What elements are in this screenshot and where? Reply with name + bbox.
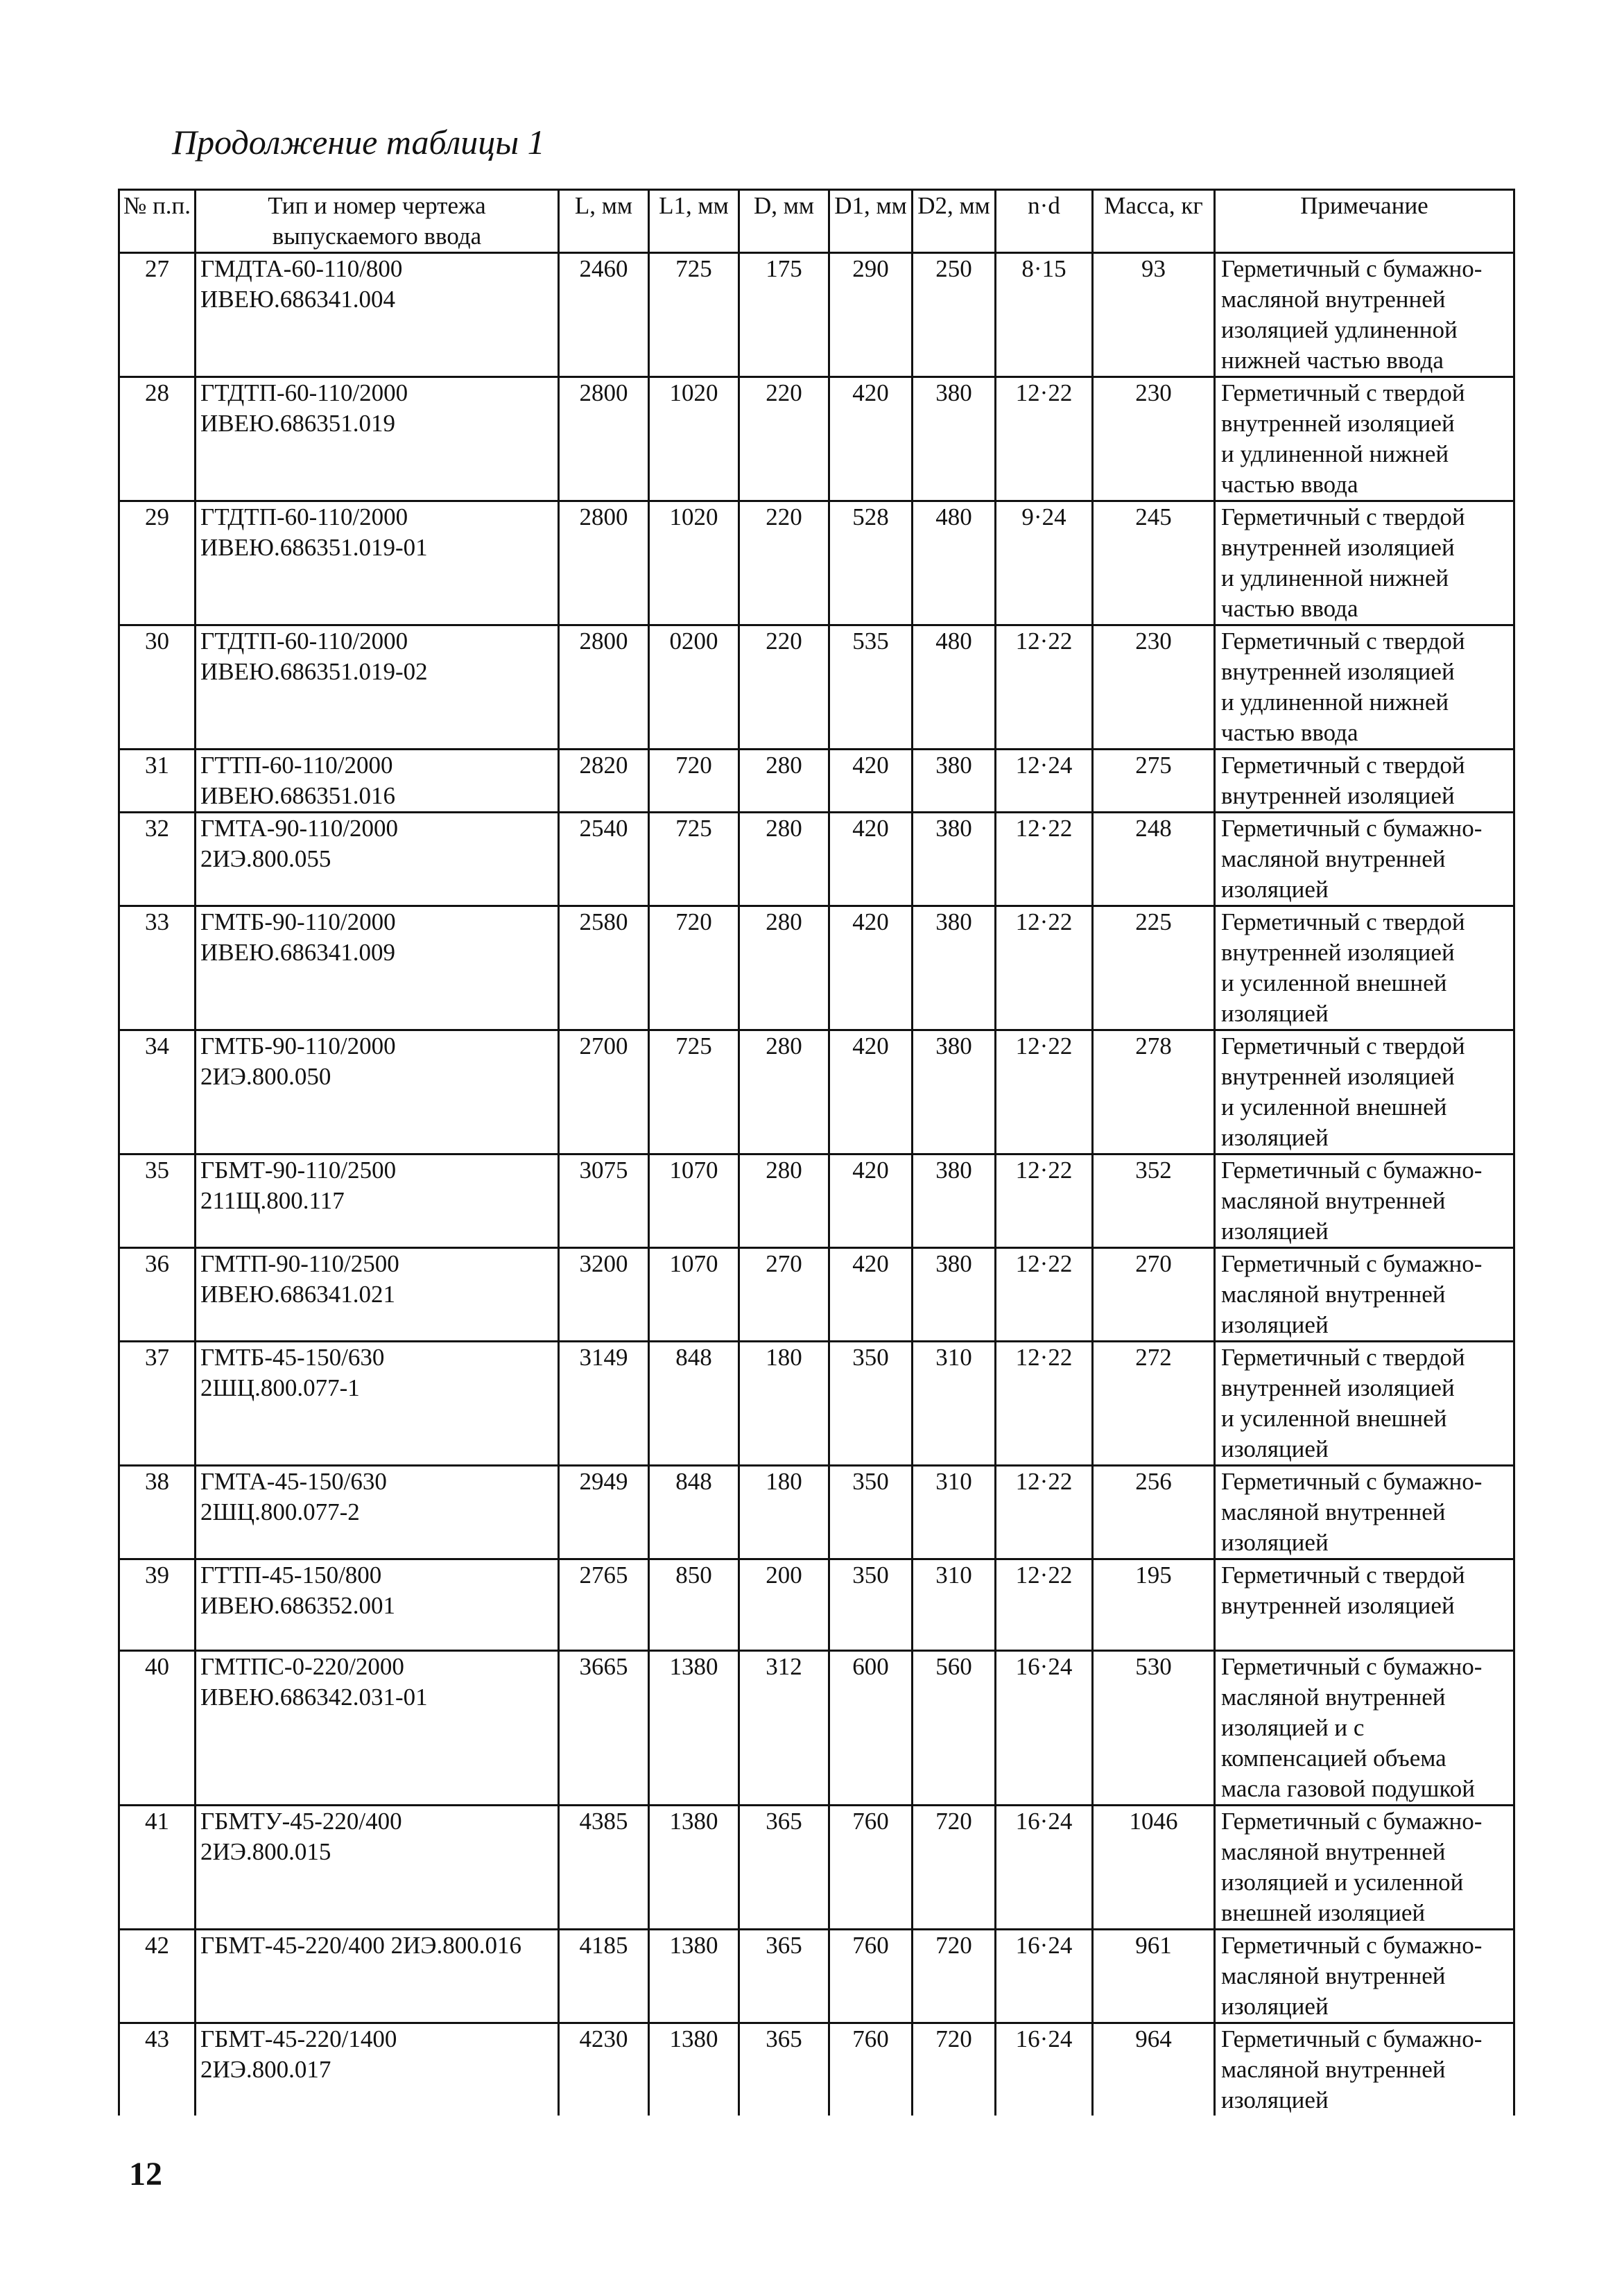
cell-L: 2460 [559,253,649,377]
cell-D1: 760 [829,1806,913,1930]
cell-D: 280 [739,1030,829,1154]
cell-L: 2800 [559,625,649,750]
cell-L: 3149 [559,1342,649,1466]
cell-type: ГМТА-45-150/630 2ШЦ.800.077-2 [196,1466,559,1559]
cell-nd: 16·24 [996,1930,1093,2023]
table-body [119,253,1514,2116]
cell-number: 40 [119,1651,196,1806]
cell-type: ГМТБ-90-110/2000 ИВЕЮ.686341.009 [196,906,559,1030]
cell-mass: 230 [1093,377,1215,501]
table-row [119,1466,1514,1559]
cell-L1: 1070 [649,1154,739,1248]
cell-nd: 12·24 [996,750,1093,813]
cell-D2: 250 [913,253,996,377]
cell-note: Герметичный с бумажно- масляной внутренней изоляцией и с компенсацией объема масла газовой подушкой [1215,1651,1514,1806]
cell-number: 38 [119,1466,196,1559]
cell-D1: 290 [829,253,913,377]
cell-L: 2820 [559,750,649,813]
cell-number: 29 [119,501,196,625]
cell-note: Герметичный с бумажно- масляной внутренней изоляцией [1215,813,1514,906]
cell-L1: 0200 [649,625,739,750]
table-row [119,1248,1514,1342]
cell-type: ГБМТУ-45-220/400 2ИЭ.800.015 [196,1806,559,1930]
cell-D1: 760 [829,1930,913,2023]
table-row [119,1930,1514,2023]
cell-L1: 720 [649,750,739,813]
cell-L1: 848 [649,1466,739,1559]
cell-L1: 1380 [649,1930,739,2023]
cell-D2: 380 [913,813,996,906]
cell-L1: 720 [649,906,739,1030]
table-row [119,1651,1514,1806]
cell-L1: 848 [649,1342,739,1466]
cell-L1: 1020 [649,377,739,501]
bushing-table [118,189,1515,2116]
cell-D1: 350 [829,1342,913,1466]
cell-D1: 528 [829,501,913,625]
cell-nd: 16·24 [996,1806,1093,1930]
table-row [119,377,1514,501]
cell-type: ГБМТ-90-110/2500 211Щ.800.117 [196,1154,559,1248]
cell-nd: 12·22 [996,1248,1093,1342]
cell-D2: 380 [913,377,996,501]
table-row [119,1342,1514,1466]
cell-D: 175 [739,253,829,377]
cell-type: ГМТБ-45-150/630 2ШЦ.800.077-1 [196,1342,559,1466]
cell-type: ГТДТП-60-110/2000 ИВЕЮ.686351.019-02 [196,625,559,750]
cell-D2: 310 [913,1559,996,1651]
data-table-container [118,189,1513,2116]
table-row [119,501,1514,625]
cell-nd: 12·22 [996,1559,1093,1651]
cell-L: 2540 [559,813,649,906]
header-D2: D2, мм [913,190,996,253]
cell-L1: 725 [649,253,739,377]
cell-L: 4385 [559,1806,649,1930]
cell-L: 2765 [559,1559,649,1651]
cell-L1: 1020 [649,501,739,625]
cell-L: 3665 [559,1651,649,1806]
cell-type: ГМТПС-0-220/2000 ИВЕЮ.686342.031-01 [196,1651,559,1806]
cell-note: Герметичный с бумажно- масляной внутренней изоляцией удлиненной нижней частью ввода [1215,253,1514,377]
cell-L: 3200 [559,1248,649,1342]
cell-D2: 380 [913,1030,996,1154]
cell-D: 270 [739,1248,829,1342]
table-row [119,813,1514,906]
table-row [119,750,1514,813]
cell-L1: 1380 [649,2023,739,2116]
header-row [119,190,1514,253]
header-note: Примечание [1215,190,1514,253]
cell-D2: 380 [913,1154,996,1248]
cell-D: 220 [739,377,829,501]
cell-note: Герметичный с бумажно- масляной внутренней изоляцией [1215,2023,1514,2116]
cell-L1: 1380 [649,1806,739,1930]
cell-mass: 352 [1093,1154,1215,1248]
cell-note: Герметичный с твердой внутренней изоляцией [1215,1559,1514,1651]
cell-L: 2800 [559,501,649,625]
cell-D1: 420 [829,1030,913,1154]
header-nd: n·d [996,190,1093,253]
cell-D: 365 [739,1806,829,1930]
cell-D2: 480 [913,501,996,625]
table-row [119,1030,1514,1154]
table-row [119,906,1514,1030]
cell-D2: 380 [913,906,996,1030]
cell-D: 220 [739,625,829,750]
cell-number: 34 [119,1030,196,1154]
cell-note: Герметичный с твердой внутренней изоляцией и удлиненной нижней частью ввода [1215,377,1514,501]
cell-number: 41 [119,1806,196,1930]
cell-D2: 380 [913,750,996,813]
cell-L1: 1380 [649,1651,739,1806]
cell-number: 33 [119,906,196,1030]
cell-type: ГБМТ-45-220/400 2ИЭ.800.016 [196,1930,559,2023]
cell-nd: 12·22 [996,906,1093,1030]
cell-D2: 560 [913,1651,996,1806]
cell-D1: 350 [829,1559,913,1651]
cell-D1: 420 [829,1154,913,1248]
cell-L: 3075 [559,1154,649,1248]
cell-mass: 245 [1093,501,1215,625]
cell-D2: 310 [913,1342,996,1466]
cell-number: 39 [119,1559,196,1651]
cell-mass: 248 [1093,813,1215,906]
cell-D1: 420 [829,377,913,501]
cell-mass: 225 [1093,906,1215,1030]
cell-D2: 720 [913,1930,996,2023]
cell-D1: 600 [829,1651,913,1806]
cell-type: ГТТП-45-150/800 ИВЕЮ.686352.001 [196,1559,559,1651]
cell-type: ГМДТА-60-110/800 ИВЕЮ.686341.004 [196,253,559,377]
cell-number: 31 [119,750,196,813]
cell-note: Герметичный с бумажно- масляной внутренней изоляцией [1215,1466,1514,1559]
cell-L1: 725 [649,813,739,906]
table-row [119,1559,1514,1651]
cell-D1: 350 [829,1466,913,1559]
cell-mass: 961 [1093,1930,1215,2023]
cell-type: ГТДТП-60-110/2000 ИВЕЮ.686351.019-01 [196,501,559,625]
cell-mass: 1046 [1093,1806,1215,1930]
cell-number: 28 [119,377,196,501]
cell-L: 2700 [559,1030,649,1154]
cell-note: Герметичный с бумажно- масляной внутренней изоляцией [1215,1248,1514,1342]
cell-D2: 480 [913,625,996,750]
cell-D2: 380 [913,1248,996,1342]
cell-number: 43 [119,2023,196,2116]
cell-type: ГМТБ-90-110/2000 2ИЭ.800.050 [196,1030,559,1154]
cell-type: ГТТП-60-110/2000 ИВЕЮ.686351.016 [196,750,559,813]
cell-D2: 720 [913,2023,996,2116]
cell-note: Герметичный с твердой внутренней изоляцией и удлиненной нижней частью ввода [1215,625,1514,750]
cell-nd: 12·22 [996,1342,1093,1466]
table-row [119,1806,1514,1930]
cell-L: 2580 [559,906,649,1030]
cell-D: 312 [739,1651,829,1806]
cell-note: Герметичный с твердой внутренней изоляцией и удлиненной нижней частью ввода [1215,501,1514,625]
cell-mass: 93 [1093,253,1215,377]
header-number: № п.п. [119,190,196,253]
cell-D2: 720 [913,1806,996,1930]
cell-note: Герметичный с твердой внутренней изоляцией и усиленной внешней изоляцией [1215,906,1514,1030]
cell-nd: 16·24 [996,2023,1093,2116]
cell-mass: 278 [1093,1030,1215,1154]
cell-mass: 275 [1093,750,1215,813]
cell-note: Герметичный с твердой внутренней изоляцией и усиленной внешней изоляцией [1215,1342,1514,1466]
page-number: 12 [129,2156,162,2192]
cell-type: ГМТП-90-110/2500 ИВЕЮ.686341.021 [196,1248,559,1342]
cell-nd: 8·15 [996,253,1093,377]
table-row [119,625,1514,750]
header-L: L, мм [559,190,649,253]
cell-note: Герметичный с твердой внутренней изоляцией [1215,750,1514,813]
header-type: Тип и номер чертежа выпускаемого ввода [196,190,559,253]
table-row [119,2023,1514,2116]
cell-note: Герметичный с бумажно- масляной внутренней изоляцией и усиленной внешней изоляцией [1215,1806,1514,1930]
cell-nd: 9·24 [996,501,1093,625]
table-caption: Продолжение таблицы 1 [172,123,545,162]
cell-L1: 850 [649,1559,739,1651]
cell-D: 180 [739,1342,829,1466]
cell-type: ГТДТП-60-110/2000 ИВЕЮ.686351.019 [196,377,559,501]
cell-D2: 310 [913,1466,996,1559]
cell-note: Герметичный с бумажно- масляной внутренней изоляцией [1215,1930,1514,2023]
cell-number: 37 [119,1342,196,1466]
cell-number: 42 [119,1930,196,2023]
cell-mass: 230 [1093,625,1215,750]
cell-D: 365 [739,2023,829,2116]
cell-D: 280 [739,750,829,813]
cell-L: 4185 [559,1930,649,2023]
cell-nd: 16·24 [996,1651,1093,1806]
table-row [119,1154,1514,1248]
cell-number: 27 [119,253,196,377]
cell-L: 4230 [559,2023,649,2116]
cell-D: 180 [739,1466,829,1559]
cell-nd: 12·22 [996,1466,1093,1559]
cell-mass: 530 [1093,1651,1215,1806]
cell-D: 280 [739,906,829,1030]
cell-note: Герметичный с бумажно- масляной внутренней изоляцией [1215,1154,1514,1248]
cell-mass: 964 [1093,2023,1215,2116]
cell-L: 2949 [559,1466,649,1559]
cell-number: 35 [119,1154,196,1248]
cell-type: ГМТА-90-110/2000 2ИЭ.800.055 [196,813,559,906]
cell-D: 365 [739,1930,829,2023]
cell-nd: 12·22 [996,625,1093,750]
cell-D: 220 [739,501,829,625]
cell-L1: 725 [649,1030,739,1154]
header-mass: Масса, кг [1093,190,1215,253]
cell-D: 280 [739,1154,829,1248]
cell-D: 280 [739,813,829,906]
cell-D1: 420 [829,750,913,813]
cell-note: Герметичный с твердой внутренней изоляцией и усиленной внешней изоляцией [1215,1030,1514,1154]
cell-L: 2800 [559,377,649,501]
header-D: D, мм [739,190,829,253]
cell-mass: 270 [1093,1248,1215,1342]
cell-D1: 535 [829,625,913,750]
cell-mass: 195 [1093,1559,1215,1651]
cell-type: ГБМТ-45-220/1400 2ИЭ.800.017 [196,2023,559,2116]
cell-D1: 420 [829,906,913,1030]
table-row [119,253,1514,377]
cell-mass: 272 [1093,1342,1215,1466]
cell-D1: 420 [829,1248,913,1342]
cell-D1: 760 [829,2023,913,2116]
cell-nd: 12·22 [996,1030,1093,1154]
cell-L1: 1070 [649,1248,739,1342]
cell-D: 200 [739,1559,829,1651]
cell-nd: 12·22 [996,1154,1093,1248]
cell-nd: 12·22 [996,813,1093,906]
header-L1: L1, мм [649,190,739,253]
cell-nd: 12·22 [996,377,1093,501]
cell-mass: 256 [1093,1466,1215,1559]
header-D1: D1, мм [829,190,913,253]
cell-number: 32 [119,813,196,906]
cell-number: 36 [119,1248,196,1342]
cell-number: 30 [119,625,196,750]
cell-D1: 420 [829,813,913,906]
